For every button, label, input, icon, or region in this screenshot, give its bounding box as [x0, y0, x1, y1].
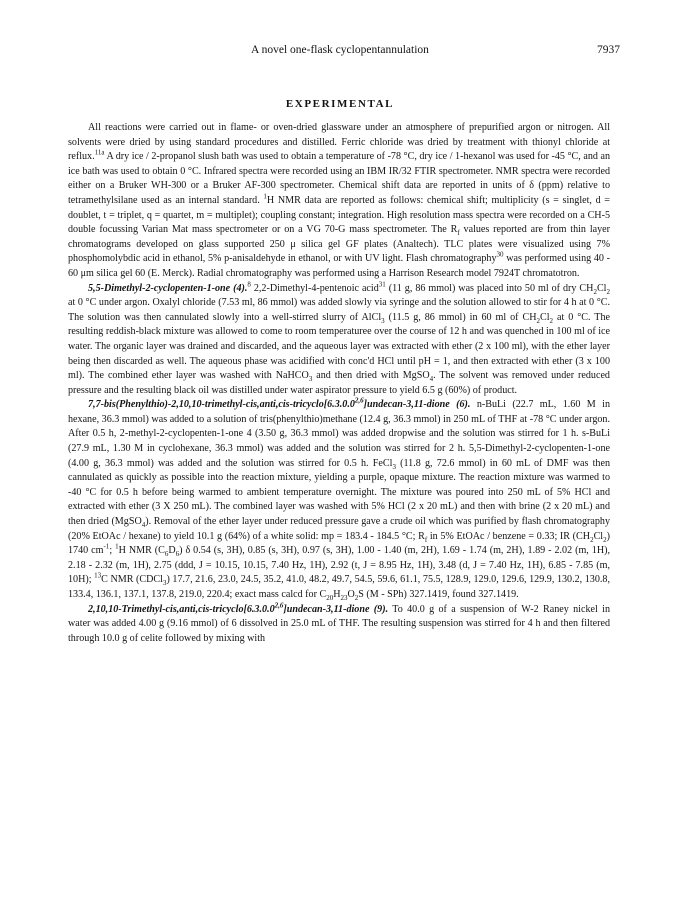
paragraph-compound-9: 2,10,10-Trimethyl-cis,anti,cis-tricyclo[6.3.0.0$^{2,6}$]undecan-3,11-dione (9). To 40.0 g of a suspension of W-2 Raney nickel in water was added 4.00 g (9.16 mmol) of 6 dissolved in 25.0 mL of THF. The resulting suspension was stirred for 4 h and then filtered through 10.0 g of celite followed by mixing with	[68, 601, 610, 644]
page-number: 7937	[597, 44, 620, 56]
compound-heading: 5,5-Dimethyl-2-cyclopenten-1-one (4).	[88, 282, 248, 294]
running-title: A novel one-flask cyclopentannulation	[251, 44, 429, 56]
body-text	[68, 121, 610, 646]
paragraph-compound-4: 5,5-Dimethyl-2-cyclopenten-1-one (4).$^8$ 2,2-Dimethyl-4-pentenoic acid$^{31}$ (11 g, 86 mmol) was placed into 50 ml of dry $CH_2Cl_2$ at 0 °C under argon. Oxalyl chloride (7.53 ml, 86 mmol) was added slowly via syringe and the solution allowed to stir for 4 h at 0 °C. The solution was then cannulated slowly into a well-stirred slurry of AlCl$_3$ (11.5 g, 86 mmol) in 60 ml of $CH_2Cl_2$ at 0 °C. The resulting reddish-black mixture was allowed to come to room temperaturee over the course of 12 h and was quenched in 100 ml of ice water. The organic layer was drained and discarded, and the aqueous layer was extracted with ether (2 x 100 ml), with the ether layer being then discarded as well. The aqueous phase was acidified with conc'd HCl until pH = 1, and then extracted with ether (3 x 100 ml). The combined ether layer was washed with NaHCO$_3$ and then dried with MgSO$_4$. The solvent was removed under reduced pressure and the resulting black oil was distilled under water aspirator pressure to yield 6.5 g (60%) of product.	[68, 280, 610, 396]
paragraph-compound-6: 7,7-bis(Phenylthio)-2,10,10-trimethyl-cis,anti,cis-tricyclo[6.3.0.0$^{2,6}$]undecan-3,11-dione (6). n-BuLi (22.7 mL, 1.60 M in hexane, 36.3 mmol) was added to a solution of tris(phenylthio)methane (12.4 g, 36.3 mmol) in 250 mL of THF at -78 °C under argon. After 0.5 h, 2-methyl-2-cyclopenten-1-one 4 (3.50 g, 36.3 mmol) was added dropwise and the solution was stirred for 1 h. s-BuLi (27.9 mL, 1.30 M in cyclohexane, 36.3 mmol) was added and the solution was stirred for 2 h. 5,5-Dimethyl-2-cyclopenten-1-one (4.00 g, 36.3 mmol) was added and the solution was stirred for 0.5 h. FeCl$_3$ (11.8 g, 72.6 mmol) in 60 mL of DMF was then cannulated as quickly as possible into the reaction mixture, yielding a purple, opaque mixture. The reaction mixture was warmed to -40 °C for 0.5 h before being warmed to ambient temperature overnight. The mixture was poured into 250 mL of 5% HCl and extracted with ether (3 X 250 mL). The combined layer was washed with 5% HCl (2 x 20 mL) and then with brine (2 x 20 mL) and then dried (MgSO$_4$). Removal of the ether layer under reduced pressure gave a crude oil which was purified by flash chromatography (20% EtOAc / hexane) to yield 10.1 g (64%) of a white solid: mp = 183.4 - 184.5 °C; $R_f$ in 5% EtOAc / benzene = 0.33; IR $(CH_2Cl_2)$ 1740 $cm^{-1}$; $^1$H NMR $(C_6D_6)$ δ 0.54 (s, 3H), 0.85 (s, 3H), 0.97 (s, 3H), 1.00 - 1.40 (m, 2H), 1.69 - 1.74 (m, 2H), 1.89 - 2.02 (m, 1H), 2.18 - 2.32 (m, 1H), 2.75 (ddd, J = 10.15, 10.15, 7.40 Hz, 1H), 2.92 (t, J = 8.95 Hz, 1H), 3.48 (d, J = 7.40 Hz, 1H), 6.85 - 7.85 (m, 10H); $^{13}$C NMR (CDCl$_3$) 17.7, 21.6, 23.0, 24.5, 35.2, 41.0, 48.2, 49.7, 54.5, 59.6, 61.1, 75.5, 128.9, 129.0, 129.6, 129.9, 130.2, 130.8, 133.4, 136.1, 137.1, 137.8, 219.0, 220.4; exact mass calcd for $C_{20}H_{23}O_2S$ (M - SPh) 327.1419, found 327.1419.	[68, 396, 610, 603]
section-title: EXPERIMENTAL	[285, 98, 395, 110]
paragraph-general-methods: All reactions were carried out in flame- or oven-dried glassware under an atmosphere of prepurified argon or nitrogen. All solvents were dried by using standard procedures and distilled. Ferric chloride was dried by treatment with thionyl chloride at reflux.$^{11a}$ A dry ice / 2-propanol slush bath was used to obtain a temperature of -78 °C, dry ice / 1-hexanol was used for -45 °C, and an ice bath was used to obtain 0 °C. Infrared spectra were recorded using an IBM IR/32 FTIR spectrometer. NMR spectra were recorded either on a Bruker WH-300 or a Bruker AF-300 spectrometer. Chemical shift data are reported in units of δ (ppm) relative to tetramethylsilane used as an internal standard. $^1$H NMR data are reported as follows: chemical shift; multiplicity (s = singlet, d = doublet, t = triplet, q = quartet, m = multiplet); coupling constant; integration. High resolution mass spectra were recorded on a CH-5 double focussing Varian Mat mass spectrometer or on a VG 70-G mass spectrometer. The $R_f$ values reported are from thin layer chromatograms developed on glass supported 250 μ silica gel GF plates (Analtech). TLC plates were visualized using 7% phosphomolybdic acid in ethanol, 5% p-anisaldehyde in ethanol, or with UV light. Flash chromatography$^{30}$ was performed using 40 - 60 μm silica gel 60 (E. Merck). Radial chromatography was performed using a Harrison Research model 7924T chromatotron.	[68, 122, 610, 279]
page-header	[0, 44, 680, 62]
compound-heading: 7,7-bis(Phenylthio)-2,10,10-trimethyl-cis,anti,cis-tricyclo[6.3.0.0$^{2,6}$]undecan-3,11-dione (6).	[88, 396, 471, 411]
compound-heading: 2,10,10-Trimethyl-cis,anti,cis-tricyclo[6.3.0.0$^{2,6}$]undecan-3,11-dione (9).	[88, 601, 389, 615]
